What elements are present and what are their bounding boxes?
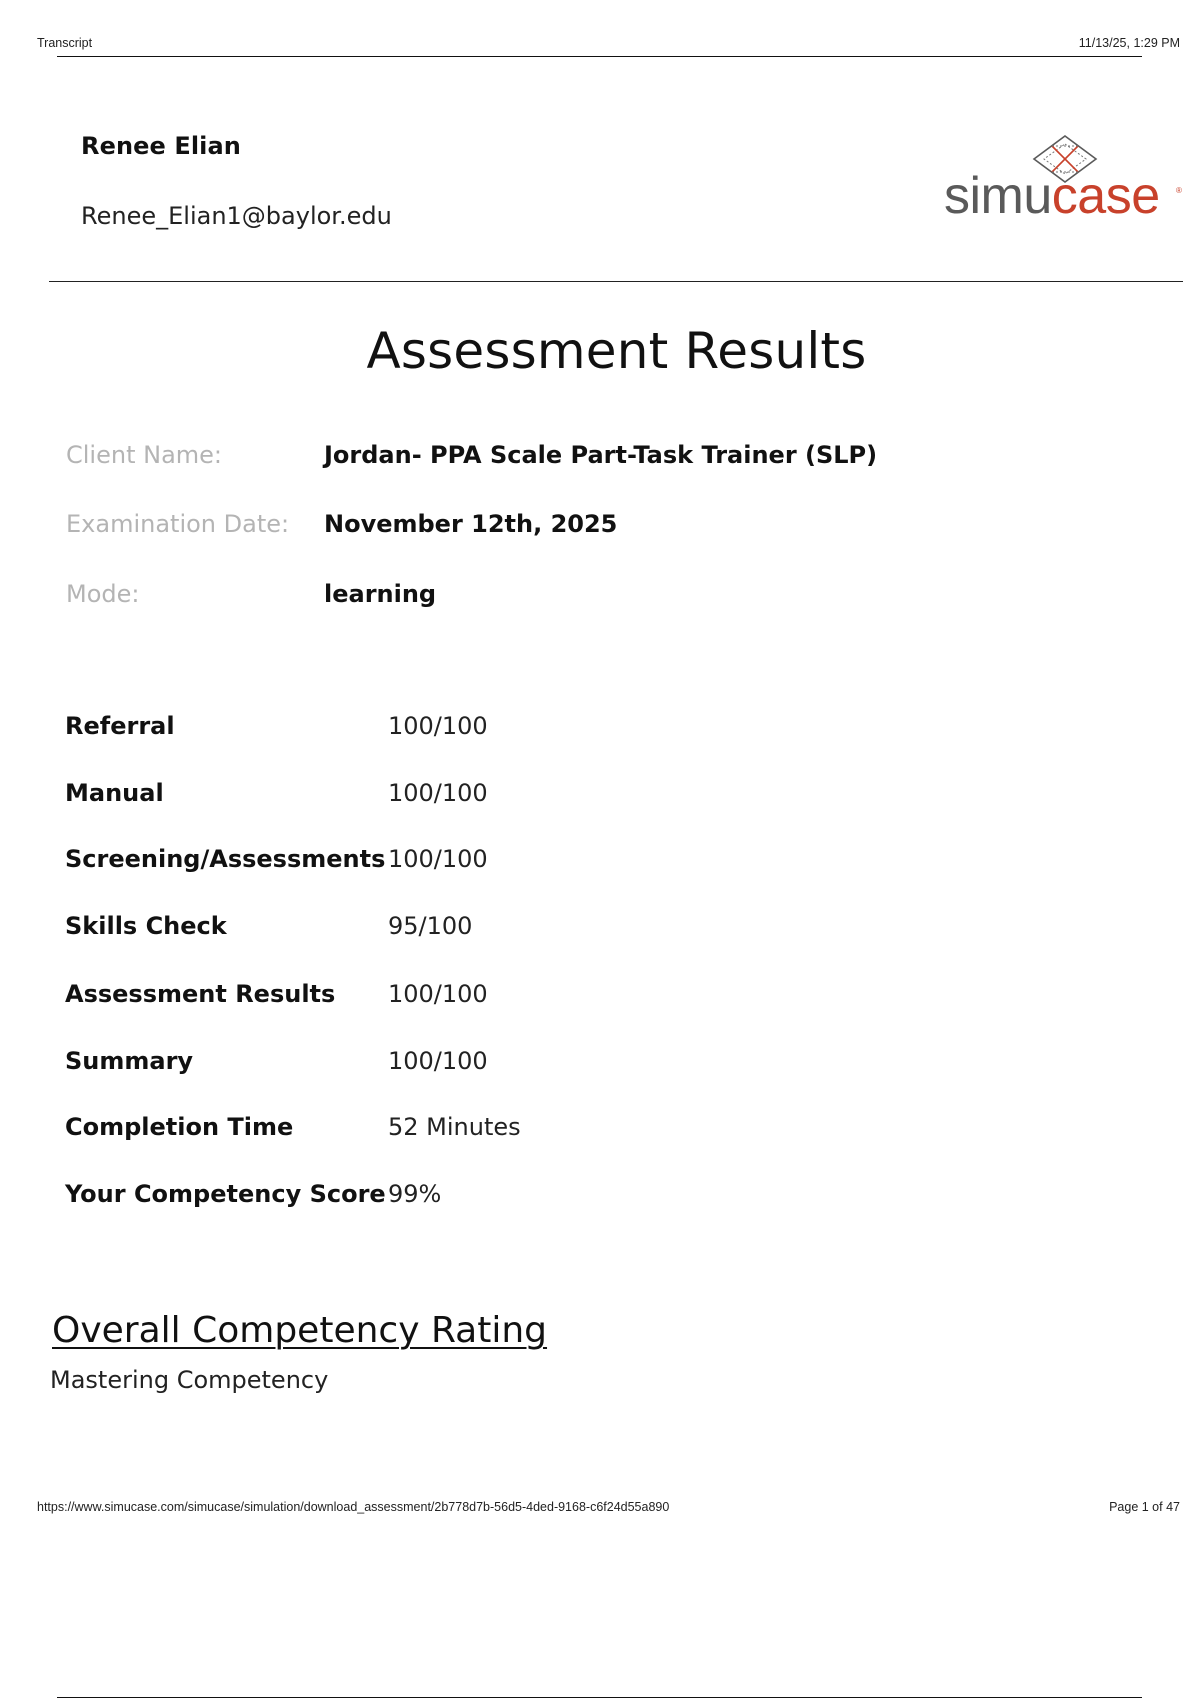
score-label: Summary: [65, 1047, 194, 1075]
score-value: 100/100: [388, 980, 488, 1008]
score-value: 100/100: [388, 779, 488, 807]
bottom-divider: [57, 1697, 1142, 1698]
print-header-datetime: 11/13/25, 1:29 PM: [1078, 36, 1180, 50]
score-label: Referral: [65, 712, 175, 740]
overall-competency-value: Mastering Competency: [50, 1366, 329, 1394]
score-label: Screening/Assessments: [65, 845, 386, 873]
examination-date-label: Examination Date:: [66, 510, 290, 538]
user-email: Renee_Elian1@baylor.edu: [81, 202, 392, 230]
top-divider: [57, 56, 1142, 57]
header-divider: [49, 281, 1183, 282]
footer-url: https://www.simucase.com/simucase/simulation/download_assessment/2b778d7b-56d5-4ded-9168-c6f24d55a890: [37, 1500, 670, 1514]
registered-mark: ®: [1176, 186, 1182, 195]
page-title: Assessment Results: [366, 322, 867, 380]
examination-date-value: November 12th, 2025: [324, 510, 618, 538]
client-name-value: Jordan- PPA Scale Part-Task Trainer (SLP): [324, 441, 878, 469]
score-label: Skills Check: [65, 912, 227, 940]
score-value: 95/100: [388, 912, 473, 940]
competency-score-label: Your Competency Score: [65, 1180, 386, 1208]
logo-wordmark: simucase: [944, 167, 1160, 225]
score-value: 100/100: [388, 845, 488, 873]
print-header-title: Transcript: [37, 36, 93, 50]
page-number: Page 1 of 47: [1109, 1500, 1180, 1514]
score-value: 100/100: [388, 712, 488, 740]
overall-competency-heading: Overall Competency Rating: [52, 1310, 548, 1351]
mode-value: learning: [324, 580, 437, 608]
client-name-label: Client Name:: [66, 441, 222, 469]
mode-label: Mode:: [66, 580, 140, 608]
print-footer: [37, 1500, 1180, 1514]
score-label: Completion Time: [65, 1113, 294, 1141]
score-value: 100/100: [388, 1047, 488, 1075]
score-label: Manual: [65, 779, 164, 807]
simucase-logo: [944, 134, 1184, 234]
score-label: Assessment Results: [65, 980, 336, 1008]
competency-score-value: 99%: [388, 1180, 442, 1208]
print-header: [37, 36, 1180, 50]
user-name: Renee Elian: [81, 132, 241, 160]
score-value: 52 Minutes: [388, 1113, 521, 1141]
